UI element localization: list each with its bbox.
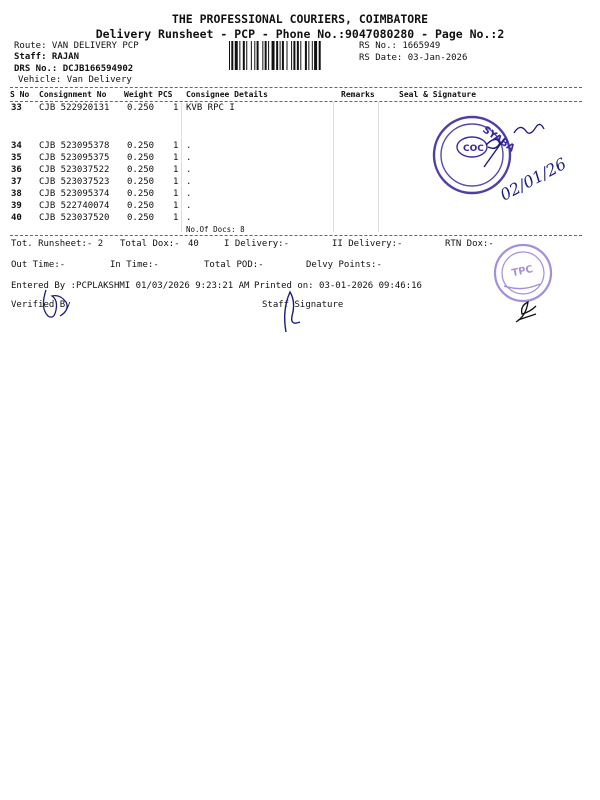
row-consignment: CJB 523095375 (39, 153, 110, 163)
row-sno: 39 (11, 201, 22, 211)
barcode-bar (231, 41, 233, 70)
row-weight: 0.250 (127, 177, 155, 187)
return-dox: RTN Dox:- (445, 239, 494, 249)
header-pcs: PCS (158, 90, 173, 99)
row-weight: 0.250 (127, 201, 155, 211)
barcode-bar (257, 41, 259, 70)
delivery-points: Delvy Points:- (306, 260, 382, 270)
barcode-bar (291, 41, 292, 70)
vehicle-label: Vehicle: Van Delivery (18, 75, 132, 85)
docs-count: No.Of Docs: 8 (186, 225, 245, 234)
barcode-bar (300, 41, 301, 70)
drs-number: DRS No.: DCJB166594902 (14, 64, 134, 74)
barcode-bar (268, 41, 269, 70)
barcode-bar (312, 41, 313, 70)
barcode-bar (262, 41, 263, 70)
row-consignee: . (186, 201, 192, 211)
receiver-signature (512, 290, 542, 326)
row-pcs: 1 (173, 177, 179, 187)
row-pcs: 1 (173, 153, 179, 163)
table-header-rule (10, 101, 582, 102)
second-delivery: II Delivery:- (332, 239, 403, 249)
staff-label: Staff: RAJAN (14, 52, 80, 62)
row-sno: 33 (11, 103, 22, 113)
barcode-bar (229, 41, 230, 70)
row-consignee: KVB RPC I (186, 103, 235, 113)
barcode-bar (287, 41, 288, 70)
row-sno: 34 (11, 141, 22, 151)
barcode-bar (282, 41, 284, 70)
row-pcs: 1 (173, 103, 179, 113)
row-weight: 0.250 (127, 141, 155, 151)
barcode-bar (314, 41, 317, 70)
barcode-bar (272, 41, 275, 70)
row-consignee: . (186, 177, 192, 187)
total-pod: Total POD:- (204, 260, 264, 270)
barcode-bar (251, 41, 252, 70)
barcode-bar (246, 41, 247, 70)
header-sno: S No (10, 90, 30, 99)
row-pcs: 1 (173, 165, 179, 175)
staff-signature-label: Staff Signature (262, 300, 344, 310)
out-time: Out Time:- (11, 260, 66, 270)
row-consignment: CJB 523095378 (39, 141, 110, 151)
barcode-bar (239, 41, 240, 70)
barcode-bar (243, 41, 245, 70)
barcode-bar (276, 41, 278, 70)
row-consignment: CJB 523037520 (39, 213, 110, 223)
header-weight: Weight (124, 90, 153, 99)
row-weight: 0.250 (127, 165, 155, 175)
row-consignment: CJB 522920131 (39, 103, 110, 113)
barcode-bar (293, 41, 295, 70)
verifier-signature (36, 286, 86, 326)
barcode-bar (305, 41, 307, 70)
printed-on: Printed on: 03-01-2026 09:46:16 (254, 281, 422, 291)
entered-by: Entered By :PCPLAKSHMI 01/03/2026 9:23:21 AM (11, 281, 250, 291)
row-consignment: CJB 522740074 (39, 201, 110, 211)
handwritten-date: 02/01/26 (496, 154, 570, 205)
barcode (229, 41, 355, 70)
verified-by-label: Verified By (11, 300, 71, 310)
delivery-stamp (424, 105, 574, 215)
row-sno: 36 (11, 165, 22, 175)
rs-date: RS Date: 03-Jan-2026 (359, 53, 468, 63)
route-label: Route: VAN DELIVERY PCP (14, 41, 139, 51)
row-pcs: 1 (173, 213, 179, 223)
staff-signature (276, 286, 306, 336)
header-remarks: Remarks (341, 90, 375, 99)
header-seal: Seal & Signature (399, 90, 477, 99)
row-sno: 40 (11, 213, 22, 223)
header-consignee: Consignee Details (186, 90, 268, 99)
barcode-bar (235, 41, 238, 70)
row-consignee: . (186, 141, 192, 151)
row-consignee: . (186, 213, 192, 223)
in-time: In Time:- (110, 260, 159, 270)
row-weight: 0.250 (127, 103, 155, 113)
barcode-bar (319, 41, 321, 70)
runsheet-subtitle: Delivery Runsheet - PCP - Phone No.:9047080280 - Page No.:2 (95, 27, 505, 41)
barcode-bar (254, 41, 255, 70)
rs-number: RS No.: 1665949 (359, 41, 441, 51)
table-bottom-rule (10, 235, 582, 236)
stamp-outer-text: SYABA (480, 124, 517, 155)
barcode-bar (297, 41, 299, 70)
barcode-bar (265, 41, 267, 70)
row-weight: 0.250 (127, 153, 155, 163)
row-sno: 37 (11, 177, 22, 187)
row-pcs: 1 (173, 189, 179, 199)
row-consignment: CJB 523095374 (39, 189, 110, 199)
row-sno: 35 (11, 153, 22, 163)
first-delivery: I Delivery:- (224, 239, 290, 249)
company-title: THE PROFESSIONAL COURIERS, COIMBATORE (171, 12, 429, 26)
row-consignment: CJB 523037522 (39, 165, 110, 175)
row-weight: 0.250 (127, 189, 155, 199)
barcode-bar (280, 41, 281, 70)
barcode-bar (308, 41, 309, 70)
total-dox-label: Total Dox:- (120, 239, 180, 249)
row-consignee: . (186, 165, 192, 175)
header-consignment: Consignment No (39, 90, 107, 99)
row-sno: 38 (11, 189, 22, 199)
row-consignee: . (186, 153, 192, 163)
stamp-inner-text: COC (463, 144, 484, 154)
secondary-stamp-text: TPC (510, 263, 535, 280)
total-runsheet: Tot. Runsheet:- 2 (11, 239, 104, 249)
row-consignee: . (186, 189, 192, 199)
row-pcs: 1 (173, 201, 179, 211)
table-top-rule (10, 87, 582, 88)
row-weight: 0.250 (127, 213, 155, 223)
row-pcs: 1 (173, 141, 179, 151)
row-consignment: CJB 523037523 (39, 177, 110, 187)
total-dox-value: 40 (188, 239, 199, 249)
